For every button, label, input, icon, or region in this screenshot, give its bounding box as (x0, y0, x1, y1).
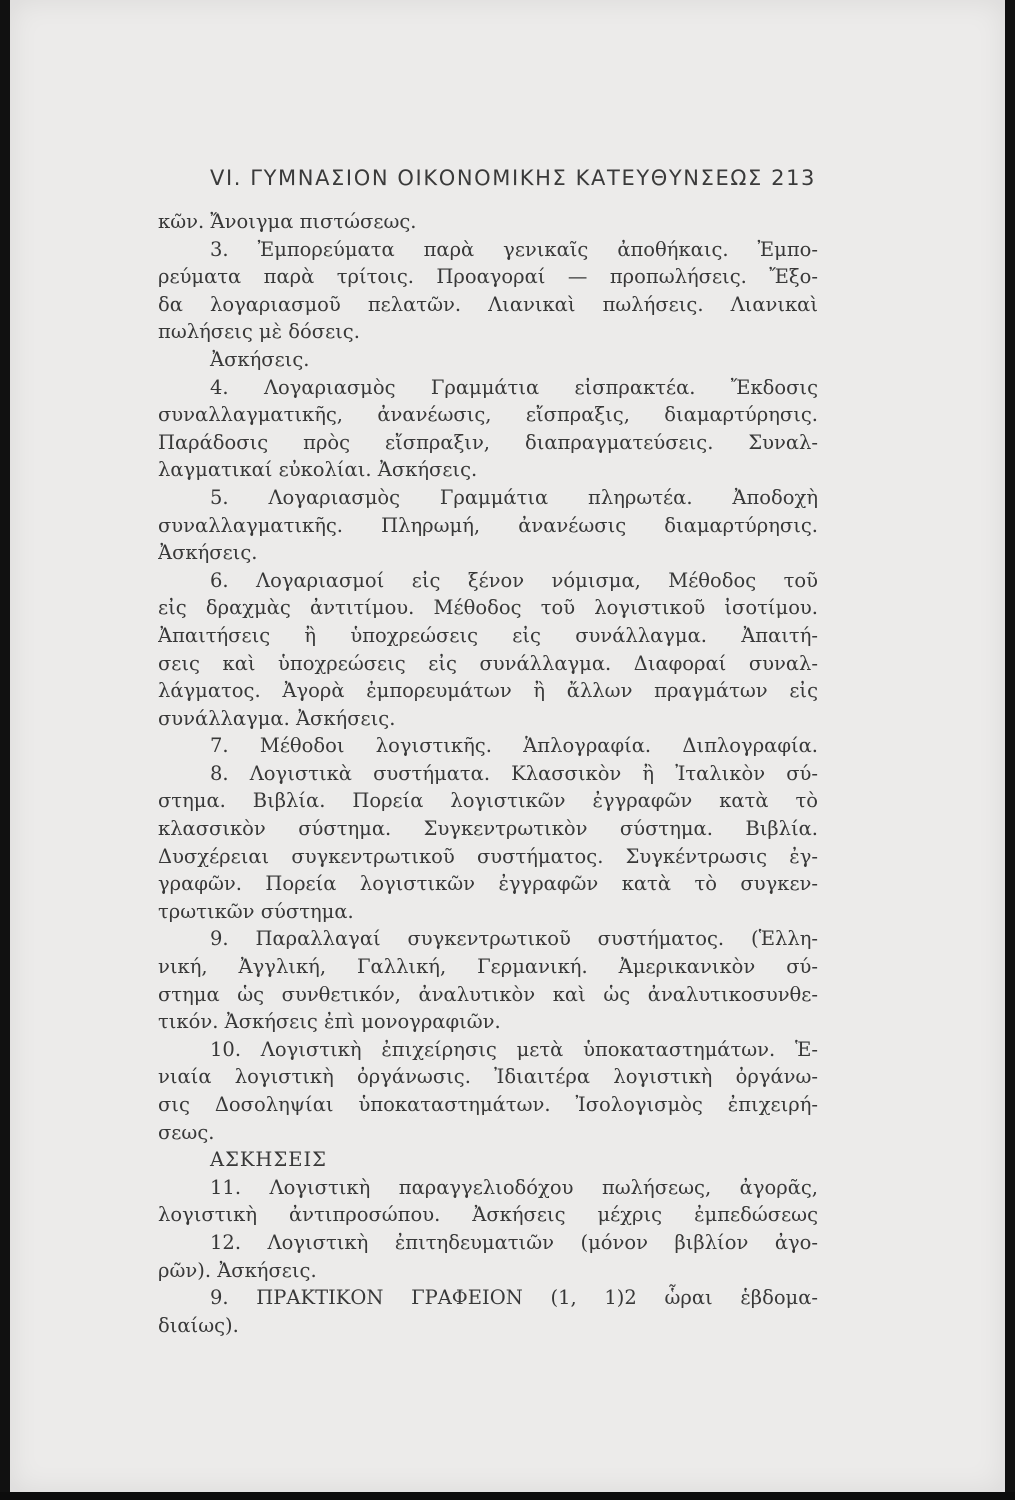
running-head: VI. ΓΥΜΝΑΣΙΟΝ ΟΙΚΟΝΟΜΙΚΗΣ ΚΑΤΕΥΘΥΝΣΕΩΣ 213 (210, 166, 817, 190)
text-line: συναλλαγματικῆς. Πληρωμή, ἀνανέωσις διαμαρτύρησις. (158, 513, 818, 537)
body-text (158, 208, 818, 1339)
text-line: γραφῶν. Πορεία λογιστικῶν ἐγγραφῶν κατὰ τὸ συγκεν- (158, 872, 818, 896)
text-line: κλασσικὸν σύστημα. Συγκεντρωτικὸν σύστημα. Βιβλία. (158, 817, 818, 841)
text-line: στημα ὡς συνθετικόν, ἀναλυτικὸν καὶ ὡς ἀναλυτικοσυνθε- (158, 982, 818, 1006)
text-line: Ἀσκήσεις. (210, 347, 310, 371)
text-line: 4. Λογαριασμὸς Γραμμάτια εἰσπρακτέα. Ἔκδοσις (210, 375, 818, 399)
text-line: τρωτικῶν σύστημα. (158, 899, 354, 923)
text-line: Παράδοσις πρὸς εἴσπραξιν, διαπραγματεύσεις. Συναλ- (158, 430, 818, 454)
text-line: 10. Λογιστικὴ ἐπιχείρησις μετὰ ὑποκαταστημάτων. Ἑ- (210, 1037, 818, 1061)
text-line: 6. Λογαριασμοί εἰς ξένον νόμισμα, Μέθοδος τοῦ (210, 568, 818, 592)
text-line: λαγματικαί εὐκολίαι. Ἀσκήσεις. (158, 458, 478, 482)
text-line: δα λογαριασμοῦ πελατῶν. Λιανικαὶ πωλήσεις. Λιανικαὶ (158, 292, 818, 316)
text-line: Ἀσκήσεις. (158, 541, 258, 565)
text-line: 7. Μέθοδοι λογιστικῆς. Ἁπλογραφία. Διπλογραφία. (210, 734, 818, 758)
text-line: 3. Ἐμπορεύματα παρὰ γενικαῖς ἀποθήκαις. Ἐμπο- (210, 237, 818, 261)
text-line: Δυσχέρειαι συγκεντρωτικοῦ συστήματος. Συγκέντρωσις ἐγ- (158, 844, 818, 868)
section-heading: ΑΣΚΗΣΕΙΣ (210, 1148, 327, 1172)
text-line: 8. Λογιστικὰ συστήματα. Κλασσικὸν ἢ Ἰταλικὸν σύ- (210, 761, 818, 785)
text-line: πωλήσεις μὲ δόσεις. (158, 320, 360, 344)
text-line: συνάλλαγμα. Ἀσκήσεις. (158, 706, 396, 730)
text-line: διαίως). (158, 1313, 239, 1337)
text-line: 11. Λογιστικὴ παραγγελιοδόχου πωλήσεως, ἀγορᾶς, (210, 1175, 818, 1199)
text-line: συναλλαγματικῆς, ἀνανέωσις, εἴσπραξις, διαμαρτύρησις. (158, 403, 818, 427)
text-line: στημα. Βιβλία. Πορεία λογιστικῶν ἐγγραφῶν κατὰ τὸ (158, 789, 818, 813)
text-line: λάγματος. Ἀγορὰ ἐμπορευμάτων ἢ ἄλλων πραγμάτων εἰς (158, 679, 818, 703)
text-line: σις Δοσοληψίαι ὑποκαταστημάτων. Ἰσολογισμὸς ἐπιχειρή- (158, 1093, 818, 1116)
text-line: ρεύματα παρὰ τρίτοις. Προαγοραί — προπωλήσεις. Ἔξο- (158, 265, 818, 289)
text-line: νιαία λογιστικὴ ὀργάνωσις. Ἰδιαιτέρα λογιστικὴ ὀργάνω- (158, 1065, 818, 1089)
text-line: Ἀπαιτήσεις ἢ ὑποχρεώσεις εἰς συνάλλαγμα. Ἀπαιτή- (158, 623, 818, 647)
text-line: σεις καὶ ὑποχρεώσεις εἰς συνάλλαγμα. Διαφοραί συναλ- (158, 651, 818, 675)
text-line: ρῶν). Ἀσκήσεις. (158, 1258, 317, 1282)
text-line: λογιστικὴ ἀντιπροσώπου. Ἀσκήσεις μέχρις ἐμπεδώσεως (158, 1203, 818, 1227)
text-line: εἰς δραχμὰς ἀντιτίμου. Μέθοδος τοῦ λογιστικοῦ ἰσοτίμου. (158, 596, 818, 620)
text-line: τικόν. Ἀσκήσεις ἐπὶ μονογραφιῶν. (158, 1010, 501, 1034)
text-line: σεως. (158, 1120, 215, 1144)
text-line: 5. Λογαριασμὸς Γραμμάτια πληρωτέα. Ἀποδοχὴ (210, 485, 818, 509)
text-line: 12. Λογιστικὴ ἐπιτηδευματιῶν (μόνον βιβλίον ἀγο- (210, 1230, 818, 1254)
text-line: 9. Παραλλαγαί συγκεντρωτικοῦ συστήματος. (Ἑλλη- (210, 927, 818, 951)
book-page (10, 0, 1005, 1492)
text-line: κῶν. Ἄνοιγμα πιστώσεως. (158, 210, 417, 233)
text-line: 9. ΠΡΑΚΤΙΚΟΝ ΓΡΑΦΕΙΟΝ (1, 1)2 ὧραι ἑβδομα- (210, 1286, 818, 1310)
text-line: νική, Ἀγγλική, Γαλλική, Γερμανική. Ἀμερικανικὸν σύ- (158, 955, 818, 979)
scan-border (0, 1492, 1015, 1500)
